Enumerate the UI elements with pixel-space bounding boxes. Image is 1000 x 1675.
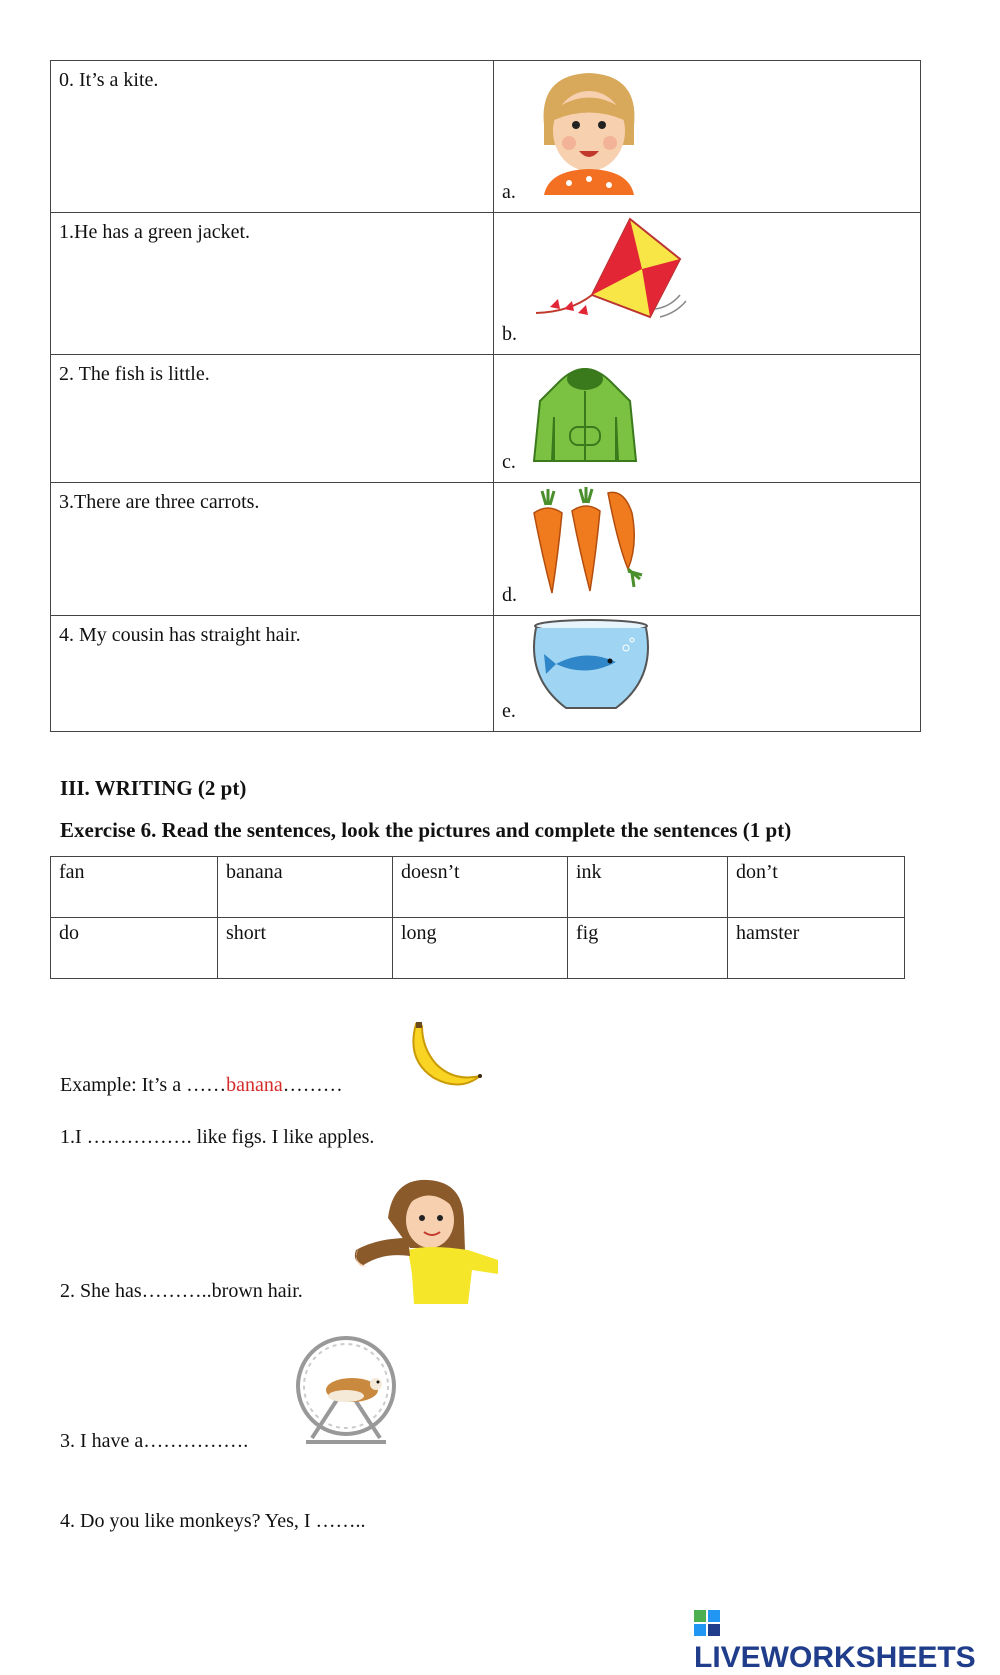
matching-picture-cell	[494, 61, 921, 213]
matching-row	[51, 355, 921, 483]
matching-sentence: 2. The fish is little.	[51, 355, 494, 483]
question-1: 1.I ……………. like figs. I like apples.	[60, 1126, 375, 1148]
matching-picture-cell	[494, 355, 921, 483]
word-bank-cell: ink	[568, 857, 728, 918]
logo-text: LIVEWORKSHEETS	[694, 1641, 976, 1674]
matching-sentence: 4. My cousin has straight hair.	[51, 616, 494, 732]
matching-sentence: 3.There are three carrots.	[51, 483, 494, 616]
fishbowl-icon	[526, 618, 656, 716]
word-bank-cell: do	[51, 918, 218, 979]
word-bank-cell: don’t	[728, 857, 905, 918]
exercise-title: Exercise 6. Read the sentences, look the pictures and complete the sentences (1 pt)	[60, 818, 792, 842]
matching-letter: e.	[502, 700, 516, 722]
kite-icon	[530, 217, 690, 335]
matching-row	[51, 483, 921, 616]
word-bank-cell: hamster	[728, 918, 905, 979]
question-4: 4. Do you like monkeys? Yes, I ……..	[60, 1510, 366, 1532]
matching-picture-cell	[494, 616, 921, 732]
matching-letter: c.	[502, 451, 516, 473]
example-answer: banana	[226, 1074, 283, 1096]
hamster-wheel-icon	[282, 1334, 412, 1450]
word-bank-row	[51, 857, 905, 918]
matching-sentence: 1.He has a green jacket.	[51, 213, 494, 355]
example-sentence	[60, 1074, 343, 1097]
word-bank-cell: fan	[51, 857, 218, 918]
matching-picture-cell	[494, 213, 921, 355]
matching-letter: d.	[502, 584, 517, 606]
word-bank-cell: banana	[218, 857, 393, 918]
word-bank-cell: long	[393, 918, 568, 979]
banana-icon	[404, 1020, 484, 1090]
word-bank-cell: fig	[568, 918, 728, 979]
question-3: 3. I have a…………….	[60, 1430, 249, 1452]
matching-letter: b.	[502, 323, 517, 345]
matching-letter: a.	[502, 181, 516, 203]
word-bank-row	[51, 918, 905, 979]
matching-picture-cell	[494, 483, 921, 616]
green-jacket-icon	[530, 361, 640, 465]
matching-table	[50, 60, 921, 732]
example-suffix: ………	[282, 1074, 343, 1096]
matching-row	[51, 213, 921, 355]
word-bank-cell: short	[218, 918, 393, 979]
word-bank-table	[50, 856, 905, 979]
liveworksheets-logo	[694, 1607, 1000, 1675]
example-prefix: Example: It’s a ……	[60, 1074, 227, 1096]
matching-row	[51, 616, 921, 732]
girl-long-hair-icon	[348, 1178, 504, 1304]
matching-sentence: 0. It’s a kite.	[51, 61, 494, 213]
question-2: 2. She has………..brown hair.	[60, 1280, 303, 1302]
liveworksheets-mark-icon	[694, 1610, 720, 1636]
section-title: III. WRITING (2 pt)	[60, 776, 247, 800]
word-bank-cell: doesn’t	[393, 857, 568, 918]
carrots-icon	[528, 485, 658, 595]
matching-row	[51, 61, 921, 213]
girl-face-icon	[524, 65, 654, 195]
